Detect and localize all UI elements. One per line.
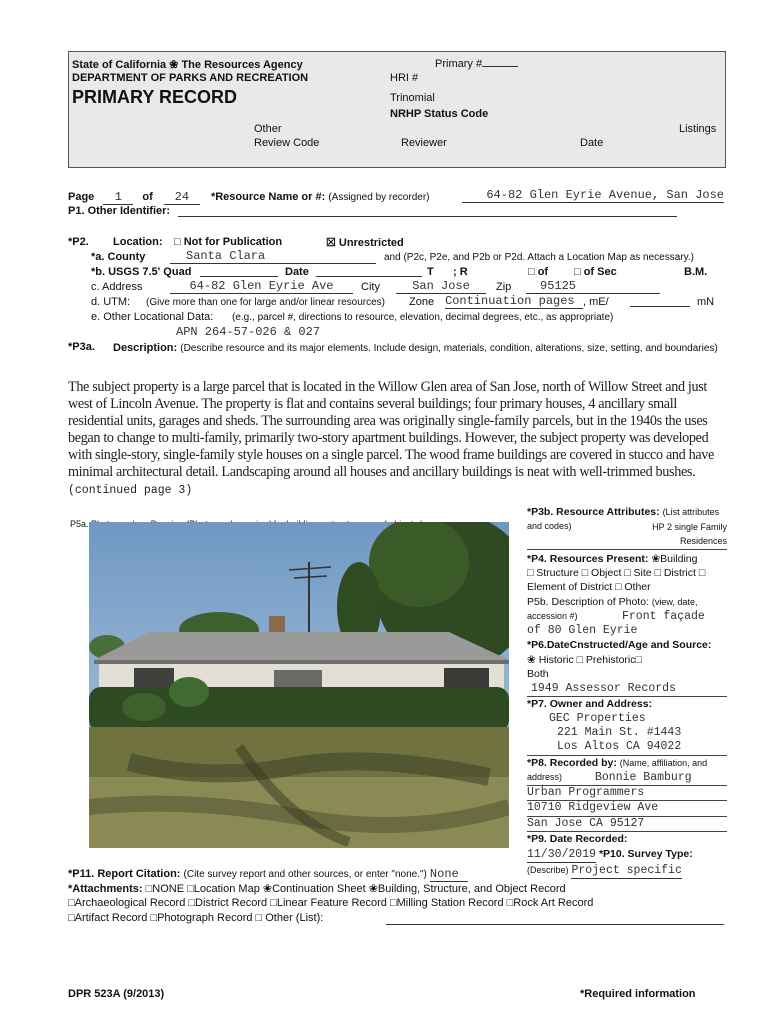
county-note: and (P2c, P2e, and P2b or P2d. Attach a Location Map as necessary.) xyxy=(384,252,694,263)
p3b-value: HP 2 single Family Residences xyxy=(527,520,727,550)
page-title: PRIMARY RECORD xyxy=(72,87,238,107)
usgs-label: *b. USGS 7.5' Quad xyxy=(91,266,192,278)
usgs-r-label: ; R xyxy=(453,266,468,278)
other-identifier-label: P1. Other Identifier: xyxy=(68,205,171,217)
p4-row: *P4. Resources Present: ❀Building xyxy=(527,552,698,565)
attachments-row3: □Artifact Record □Photograph Record □ Other (List): xyxy=(68,912,324,924)
p5b-value2: of 80 Glen Eyrie xyxy=(527,624,638,638)
p5b-row: P5b. Description of Photo: (view, date, accession #) xyxy=(527,595,698,622)
p5b-value1: Front façade xyxy=(622,609,705,623)
other-identifier-line xyxy=(178,216,677,217)
p8-name: Bonnie Bamburg xyxy=(527,771,727,786)
p6-both: Both xyxy=(527,668,549,681)
p9-p10-row: 11/30/2019 *P10. Survey Type: xyxy=(527,847,727,863)
continued-note: (continued page 3) xyxy=(68,484,193,497)
utm-note: (Give more than one for large and/or linear resources) xyxy=(146,297,386,308)
mn-label: mN xyxy=(697,296,715,308)
usgs-of-label: □ of xyxy=(528,266,549,278)
other-label: Other xyxy=(254,123,282,135)
trinomial-label: Trinomial xyxy=(390,92,435,104)
p3a-label: *P3a. xyxy=(68,341,95,353)
p7-label: *P7. Owner and Address: xyxy=(527,698,653,711)
form-id: DPR 523A (9/2013) xyxy=(68,988,165,1000)
utm-label: d. UTM: xyxy=(91,296,131,308)
location-label: Location: xyxy=(113,236,163,248)
not-for-publication: □ Not for Publication xyxy=(174,236,283,248)
listings-label: Listings xyxy=(679,123,717,135)
zone-label: Zone xyxy=(409,296,435,308)
county-value: Santa Clara xyxy=(170,249,376,264)
p6-options: ❀ Historic □ Prehistoric□ xyxy=(527,653,642,666)
total-pages: 24 xyxy=(164,190,200,205)
p10-row: (Describe) Project specific xyxy=(527,863,727,879)
house-photograph xyxy=(89,522,509,848)
me-label: , mE/ xyxy=(583,296,609,308)
reviewer-label: Reviewer xyxy=(401,137,447,149)
right-column xyxy=(527,505,727,879)
p5a-label: P5a. xyxy=(70,519,89,529)
p11-row: *P11. Report Citation: (Cite survey report and other sources, or enter "none.") None xyxy=(68,867,468,882)
photo-drawing xyxy=(89,522,509,848)
resource-name: 64-82 Glen Eyrie Avenue, San Jose xyxy=(462,188,724,203)
usgs-date-line xyxy=(316,276,422,277)
attachments-row2: □Archaeological Record □District Record □Linear Feature Record □Milling Station Record □Rock Art Record xyxy=(68,897,594,909)
zip-value: 95125 xyxy=(526,279,660,294)
p2-label: *P2. xyxy=(68,236,89,248)
page-line: Page 1 of 24 *Resource Name or #: (Assigned by recorder) xyxy=(68,190,430,204)
usgs-t-label: T xyxy=(427,266,434,278)
attachments-row1: *Attachments: □NONE □Location Map ❀Continuation Sheet ❀Building, Structure, and Object Record xyxy=(68,883,566,895)
city-value: San Jose xyxy=(396,279,486,294)
p7-street: 221 Main St. #1443 xyxy=(557,725,682,739)
p3b-row: *P3b. Resource Attributes: (List attributes and codes) xyxy=(527,506,720,532)
address-label: c. Address xyxy=(91,281,143,293)
other-locational-label: e. Other Locational Data: xyxy=(91,311,214,323)
p6-label: *P6.DateCnstructed/Age and Source: xyxy=(527,639,712,652)
p10-value: Project specific xyxy=(571,864,681,879)
p9-label: *P9. Date Recorded: xyxy=(527,833,628,846)
p7-name: GEC Properties xyxy=(549,711,646,725)
nrhp-status-label: NRHP Status Code xyxy=(390,108,489,120)
p8-row: *P8. Recorded by: (Name, affiliation, and address) xyxy=(527,756,708,783)
other-locational-note: (e.g., parcel #, directions to resource, elevation, decimal degrees, etc., as appropriate) xyxy=(232,312,614,323)
department-name: DEPARTMENT OF PARKS AND RECREATION xyxy=(72,72,309,84)
page-number: 1 xyxy=(103,190,133,205)
unrestricted: ☒ Unrestricted xyxy=(326,237,404,249)
p3a-description-header: Description: (Describe resource and its major elements. Include design, materials, condition, alterations, size, setting, and boundaries) xyxy=(113,342,718,354)
usgs-date-label: Date xyxy=(285,266,309,278)
hri-label: HRI # xyxy=(390,72,419,84)
date-label: Date xyxy=(580,137,604,149)
zone-value: Continuation pages xyxy=(445,294,583,309)
city-label: City xyxy=(361,281,380,293)
required-info-note: *Required information xyxy=(580,988,696,1000)
apn-value: APN 264-57-026 & 027 xyxy=(176,325,321,339)
p8-city: San Jose CA 95127 xyxy=(527,817,727,832)
p8-org: Urban Programmers xyxy=(527,786,727,801)
review-code-label: Review Code xyxy=(254,137,320,149)
me-line xyxy=(630,306,690,307)
primary-number-label: Primary # xyxy=(435,58,518,70)
other-list-line xyxy=(386,924,724,925)
county-label: *a. County xyxy=(91,251,146,263)
p6-value: 1949 Assessor Records xyxy=(527,682,727,697)
usgs-quad-line xyxy=(200,276,278,277)
p11-value: None xyxy=(430,867,468,882)
p4-items: □ Structure □ Object □ Site □ District □ Element of District □ Other xyxy=(527,567,706,594)
address-value: 64-82 Glen Eyrie Ave xyxy=(170,279,353,294)
description-text: The subject property is a large parcel that is located in the Willow Glen area of San Jose, north of Willow Street and just west of Lincoln Avenue. The property is flat and contains several buildings; four primary houses, 4 ancillary small residential units, garages and sheds. The surrounding area was originally single-family parcels, but in the 1940s the uses began to change to multi-family, primarily two-story apartment buildings. However, the subject property was developed with single-story, single-family style houses on a single parcel. The wood frame buildings are covered in stucco and have minimal architectural detail. Landscaping around all houses and ancillary buildings is neat with well-trimmed bushes. (continued page 3) xyxy=(68,379,714,497)
agency-line: State of California ❀ The Resources Agency xyxy=(72,59,303,71)
p7-city: Los Altos CA 94022 xyxy=(527,740,727,755)
usgs-bm-label: B.M. xyxy=(684,266,708,278)
p9-value: 11/30/2019 xyxy=(527,848,596,863)
zip-label: Zip xyxy=(496,281,512,293)
usgs-sec-label: □ of Sec xyxy=(574,266,617,278)
p8-street: 10710 Ridgeview Ave xyxy=(527,801,727,816)
